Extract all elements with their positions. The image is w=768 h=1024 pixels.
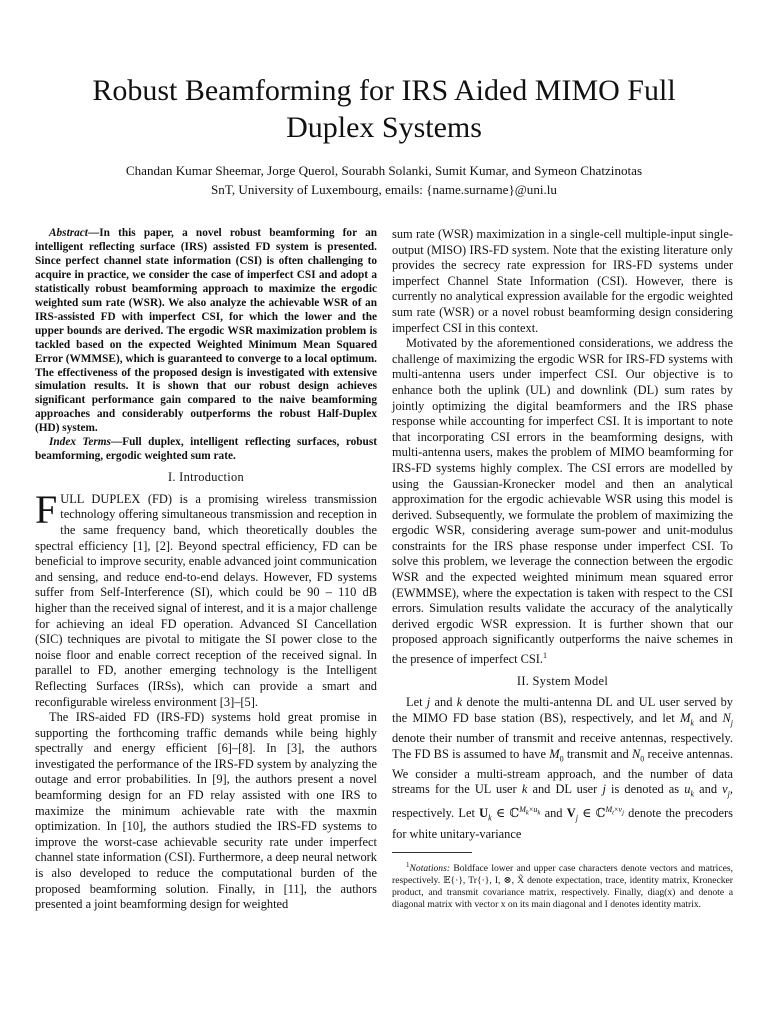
footnote-text: Boldface lower and upper case characters denote vectors and matrices, respectively. 𝔼{·}, Tr{·}, I, ⊗, X̃ denote expectation, trace, identity matrix, Kronecker product, and transmit covariance matrix, respectively. Finally, diag(x) and denote a diagonal matrix with vector x on its main diagonal and I denotes identity matrix. [392,863,733,911]
section-heading-introduction: I. Introduction [167,470,245,485]
section-heading-system-model: II. System Model [516,673,609,688]
abstract-text: —In this paper, a novel robust beamforming for an intelligent reflecting surface (IRS) assisted FD system is presented. Since perfect channel state information (CSI) is often challenging to acquire in practice, we consider the case of imperfect CSI and adopt a statistically robust beamforming approach to maximize the ergodic weighted sum rate (WSR). We also analyze the achievable WSR of an IRS-assisted FD with imperfect CSI, for which the lower and the upper bounds are derived. The ergodic WSR maximization problem is tackled based on the expected Weighted Minimum Mean Squared Error (WMMSE), which is guaranteed to converge to a local optimum. The effectiveness of the proposed design is investigated with extensive simulation results. It is shown that our robust design achieves significant performance gain compared to the naive beamforming approaches and considerably outperforms the robust Half-Duplex (HD) system. [35,227,377,435]
intro-paragraph-2: The IRS-aided FD (IRS-FD) systems hold great promise in supporting the forthcoming traffic demands while being highly spectrally and energy efficient [6]–[8]. In [3], the authors investigated the performance of the IRS-FD system by analyzing the outage and error probabilities. In [9], the authors present a novel beamforming design for an FD relay assisted with one IRS to maximize the minimum achievable rate with the maxmin optimization. In [10], the authors studied the IRS-FD systems to improve the worst-case achievable security rate under imperfect channel state information (CSI). Furthermore, a deep neural network is also developed to reduce the computational burden of the proposed beamforming solution. Finally, in [11], the authors presented a joint beamforming design for weighted [35,710,377,912]
author-block [60,161,708,199]
drop-cap: F [35,486,58,532]
footnote-number: 1 [406,861,410,870]
abstract [35,227,377,436]
index-terms [35,436,377,464]
abstract-label: Abstract [49,227,88,239]
right-column [392,227,733,911]
system-model-paragraph: Let j and k denote the multi-antenna DL and UL user served by the MIMO FD base station (BS), respectively, and let $M_k$ and $N_j$ denote their number of transmit and receive antennas, respectively. The FD BS is assumed to have $M_0$ transmit and $N_0$ receive antennas. We consider a multi-stream approach, and the number of data streams for the UL user k and DL user j is denoted as $u_k$ and $v_j$, respectively. Let $U_k$ ∈ ℂ$^{M_k\times u_k}$ and $V_j$ ∈ ℂ$^{M_t\times v_j}$ denote the precoders for white unitary-variance [392,695,734,841]
intro-paragraph-1-text: ULL DUPLEX (FD) is a promising wireless transmission technology offering simultaneous transmission and reception in the same frequency band, which theoretically doubles the spectral efficiency [1], [2]. Beyond spectral efficiency, FD can be beneficial to improve security, enable advanced joint communication and sensing, and reduce end-to-end delays. However, FD systems suffer from Self-Interference (SI), which could be 90 – 110 dB higher than the received signal of interest, and it is a major challenge for achieving an ideal FD operation. Advanced SI Cancellation (SIC) techniques are pivotal to mitigate the SI power close to the noise floor and enable correct reception of the received signal. In parallel to FD, another emerging technology is the Intelligent Reflecting Surfaces (IRSs), which can provide a smart and reconfigurable wireless environment [3]–[5]. [35,491,377,709]
intro-paragraph-3: sum rate (WSR) maximization in a single-cell multiple-input single-output (MISO) IRS-FD system. Note that the existing literature only provides the secrecy rate expression for IRS-FD systems under imperfect Channel State Information (CSI). However, there is currently no analytical expression available for the ergodic weighted sum rate (WSR) or a novel robust beamforming design considering imperfect CSI in this context. [392,227,733,335]
index-terms-label: Index Terms [49,436,111,449]
index-terms-text: —Full duplex, intelligent reflecting surfaces, robust beamforming, ergodic weighted sum rate. [35,436,377,463]
left-column [35,227,377,913]
affiliation: SnT, University of Luxembourg, emails: {name.surname}@uni.lu [211,182,557,197]
footnote-label: Notations: [409,863,451,875]
footnote [392,859,733,911]
footnote-divider [392,852,472,853]
paper-title: Robust Beamforming for IRS Aided MIMO Full Duplex Systems [92,74,676,144]
intro-paragraph-4-text: Motivated by the aforementioned considerations, we address the challenge of maximizing the ergodic WSR for IRS-FD systems with multi-antenna users under imperfect CSI. Our objective is to enhance both the uplink (UL) and downlink (DL) sum rates by jointly optimizing the digital beamformers and the IRS phase response while accounting for imperfect CSI. It is important to note that incorporating CSI errors in the beamforming designs, with multi-antenna users, makes the problem of MIMO beamforming for IRS-FD systems highly complex. The CSI errors are modelled by using the Gaussian-Kronecker model and then an analytical approximation for the ergodic achievable WSR using this model is derived. Subsequently, we formulate the problem of maximizing the ergodic WSR, considering average sum-power and unit-modulus constraints for the IRS phase response under imperfect CSI. To solve this problem, we leverage the connection between the ergodic WSR and the expected weighted minimum mean squared error (EWMMSE), where the expectation is taken with respect to the CSI errors. Simulation results validate the accuracy of the analytically derived ergodic WSR expression. It is further shown that our proposed approach significantly outperforms the naive schemes in the presence of imperfect CSI. [392,336,733,667]
intro-paragraph-1 [35,486,377,710]
footnote-marker: 1 [543,651,548,661]
intro-paragraph-4 [392,336,733,668]
author-list: Chandan Kumar Sheemar, Jorge Querol, Sourabh Solanki, Sumit Kumar, and Symeon Chatzinotas [125,163,643,178]
